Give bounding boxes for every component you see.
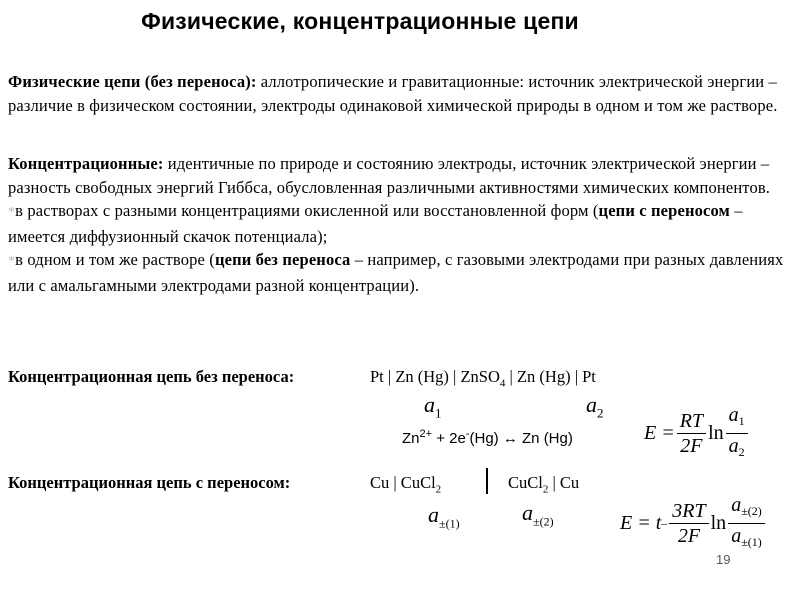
bullet1-tail: – имеется диффузионный скачок потенциала); xyxy=(8,201,743,246)
concentration-cells-term: Концентрационные: xyxy=(8,154,164,173)
cell1-scheme: Pt | Zn (Hg) | ZnSO$_4$ | Zn (Hg) | Pt xyxy=(370,367,596,390)
cell1-activity-a1: $a_1$ xyxy=(424,392,442,421)
bullet-icon: * xyxy=(8,254,16,269)
cell2-activity-a2: $a_{\pm(2)}$ xyxy=(522,500,554,529)
bullet1-bold: цепи с переносом xyxy=(598,201,730,220)
cell1-label: Концентрационная цепь без переноса: xyxy=(8,367,295,386)
cell2-activity-a1: $a_{\pm(1)}$ xyxy=(428,502,460,531)
cell2-label: Концентрационная цепь с переносом: xyxy=(8,473,291,492)
physical-cells-text: аллотропические и гравитационные: источник электрической энергии – различие в физическом состоянии, электроды одинаковой химической природы в одном и том же растворе. xyxy=(8,72,778,115)
physical-cells-term: Физические цепи (без переноса): xyxy=(8,72,257,91)
bullet2-bold: цепи без переноса xyxy=(214,250,351,269)
paragraph-concentration-cells xyxy=(8,152,788,297)
cell1-reaction: $Zn^{2+} + 2e^-(Hg)$ ↔ Zn (Hg) xyxy=(402,428,573,447)
page-title: Физические, концентрационные цепи xyxy=(141,8,579,34)
paragraph-physical-cells xyxy=(8,70,788,117)
concentration-cells-text: идентичные по природе и состоянию электроды, источник электрической энергии – разность свободных энергий Гиббса, обусловленная различными активностями химических компонентов. xyxy=(8,154,771,197)
cell2-scheme-right: CuCl$_2$ | Cu xyxy=(508,473,580,496)
fraction-rt-2f: $\frac{RT}{2F}$ xyxy=(677,410,706,457)
liquid-junction-divider xyxy=(486,468,488,494)
bullet1-text: в растворах с разными концентрациями окисленной или восстановленной форм ( xyxy=(15,201,599,220)
fraction-activity-ratio: $\frac{a_1}{a_2}$ xyxy=(726,404,748,463)
formula-nernst-without-transfer: E = $\frac{RT}{2F}$ ln $\frac{a_1}{a_2}$ xyxy=(644,404,750,463)
page-number: 19 xyxy=(716,552,731,567)
cell1-activity-a2: $a_2$ xyxy=(586,392,604,421)
cell2-scheme-left: Cu | CuCl$_2$ xyxy=(370,473,442,496)
fraction-3rt-2f: $\frac{3RT}{2F}$ xyxy=(669,500,708,547)
bullet-icon: * xyxy=(8,205,16,220)
formula-nernst-with-transfer: E = t – $\frac{3RT}{2F}$ ln $\frac{a_{\pm(2)}}{a_{\pm(1)}}$ xyxy=(620,494,767,553)
bullet2-text: в одном и том же растворе ( xyxy=(15,250,215,269)
bullet2-tail: – например, с газовыми электродами при разных давлениях или с амальгамными электродами разной концентрации). xyxy=(8,250,784,295)
fraction-mean-activity-ratio: $\frac{a_{\pm(2)}}{a_{\pm(1)}}$ xyxy=(728,494,765,553)
